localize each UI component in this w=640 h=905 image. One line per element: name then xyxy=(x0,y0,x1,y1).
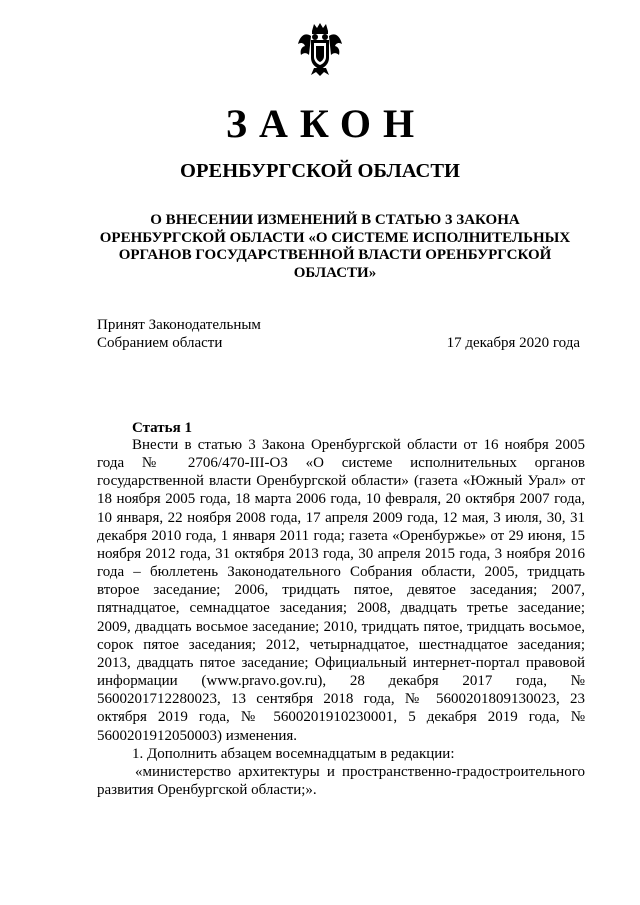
heading-line: ОРЕНБУРГСКОЙ ОБЛАСТИ «О СИСТЕМЕ ИСПОЛНИТЕЛЬНЫХ xyxy=(99,229,571,246)
article-title: Статья 1 xyxy=(132,420,192,436)
law-title: ЗАКОН xyxy=(225,101,427,146)
heading-line: ОРГАНОВ ГОСУДАРСТВЕННОЙ ВЛАСТИ ОРЕНБУРГСКОЙ xyxy=(118,247,552,263)
article-item-paragraph: 1. Дополнить абзацем восемнадцатым в редакции: xyxy=(132,745,455,762)
law-heading xyxy=(90,212,580,282)
adoption-line: Принят Законодательным xyxy=(97,317,261,333)
coat-of-arms-icon xyxy=(297,22,343,76)
adoption-line: Собранием области xyxy=(97,335,223,351)
adoption-date: 17 декабря 2020 года xyxy=(446,335,580,351)
article-body xyxy=(97,436,585,799)
region-subtitle: ОРЕНБУРГСКОЙ ОБЛАСТИ xyxy=(180,160,460,182)
heading-line: ОБЛАСТИ» xyxy=(293,264,377,281)
adoption-note xyxy=(97,316,261,352)
amendment-text-paragraph: «министерство архитектуры и пространственно-градостроительного развития Оренбургской области;». xyxy=(97,763,585,798)
article-intro-paragraph: Внести в статью 3 Закона Оренбургской области от 16 ноября 2005 года № 2706/470-III-ОЗ «О системе исполнительных органов государственной власти Оренбургской области» (газета «Южный Урал» от 18 ноября 2005 года, 18 марта 2006 года, 10 февраля, 20 октября 2007 года, 10 января, 22 ноября 2008 года, 17 апреля 2009 года, 12 мая, 3 июля, 30, 31 декабря 2010 года, 1 января 2011 года; газета «Оренбуржье» от 29 июня, 15 ноября 2012 года, 31 октября 2013 года, 30 апреля 2015 года, 3 ноября 2016 года – бюллетень Законодательного Собрания области, 2005, тридцать второе заседание; 2006, тридцать пятое, девятое заседания; 2007, пятнадцатое, семнадцатое заседания; 2008, двадцать третье заседание; 2009, двадцать восьмое заседание; 2010, тридцать пятое, тридцать восьмое, сорок пятое заседания; 2012, четырнадцатое, шестнадцатое заседания; 2013, двадцать пятое заседание; Официальный интернет-портал правовой информации (www.pravo.gov.ru), 28 декабря 2017 года, № 5600201712280023, 13 сентября 2018 года, № 5600201809130023, 23 октября 2019 года, № 5600201910230001, 5 декабря 2019 года, № 5600201912050003) изменения. xyxy=(97,437,585,744)
heading-line: О ВНЕСЕНИИ ИЗМЕНЕНИЙ В СТАТЬЮ 3 ЗАКОНА xyxy=(150,212,520,228)
